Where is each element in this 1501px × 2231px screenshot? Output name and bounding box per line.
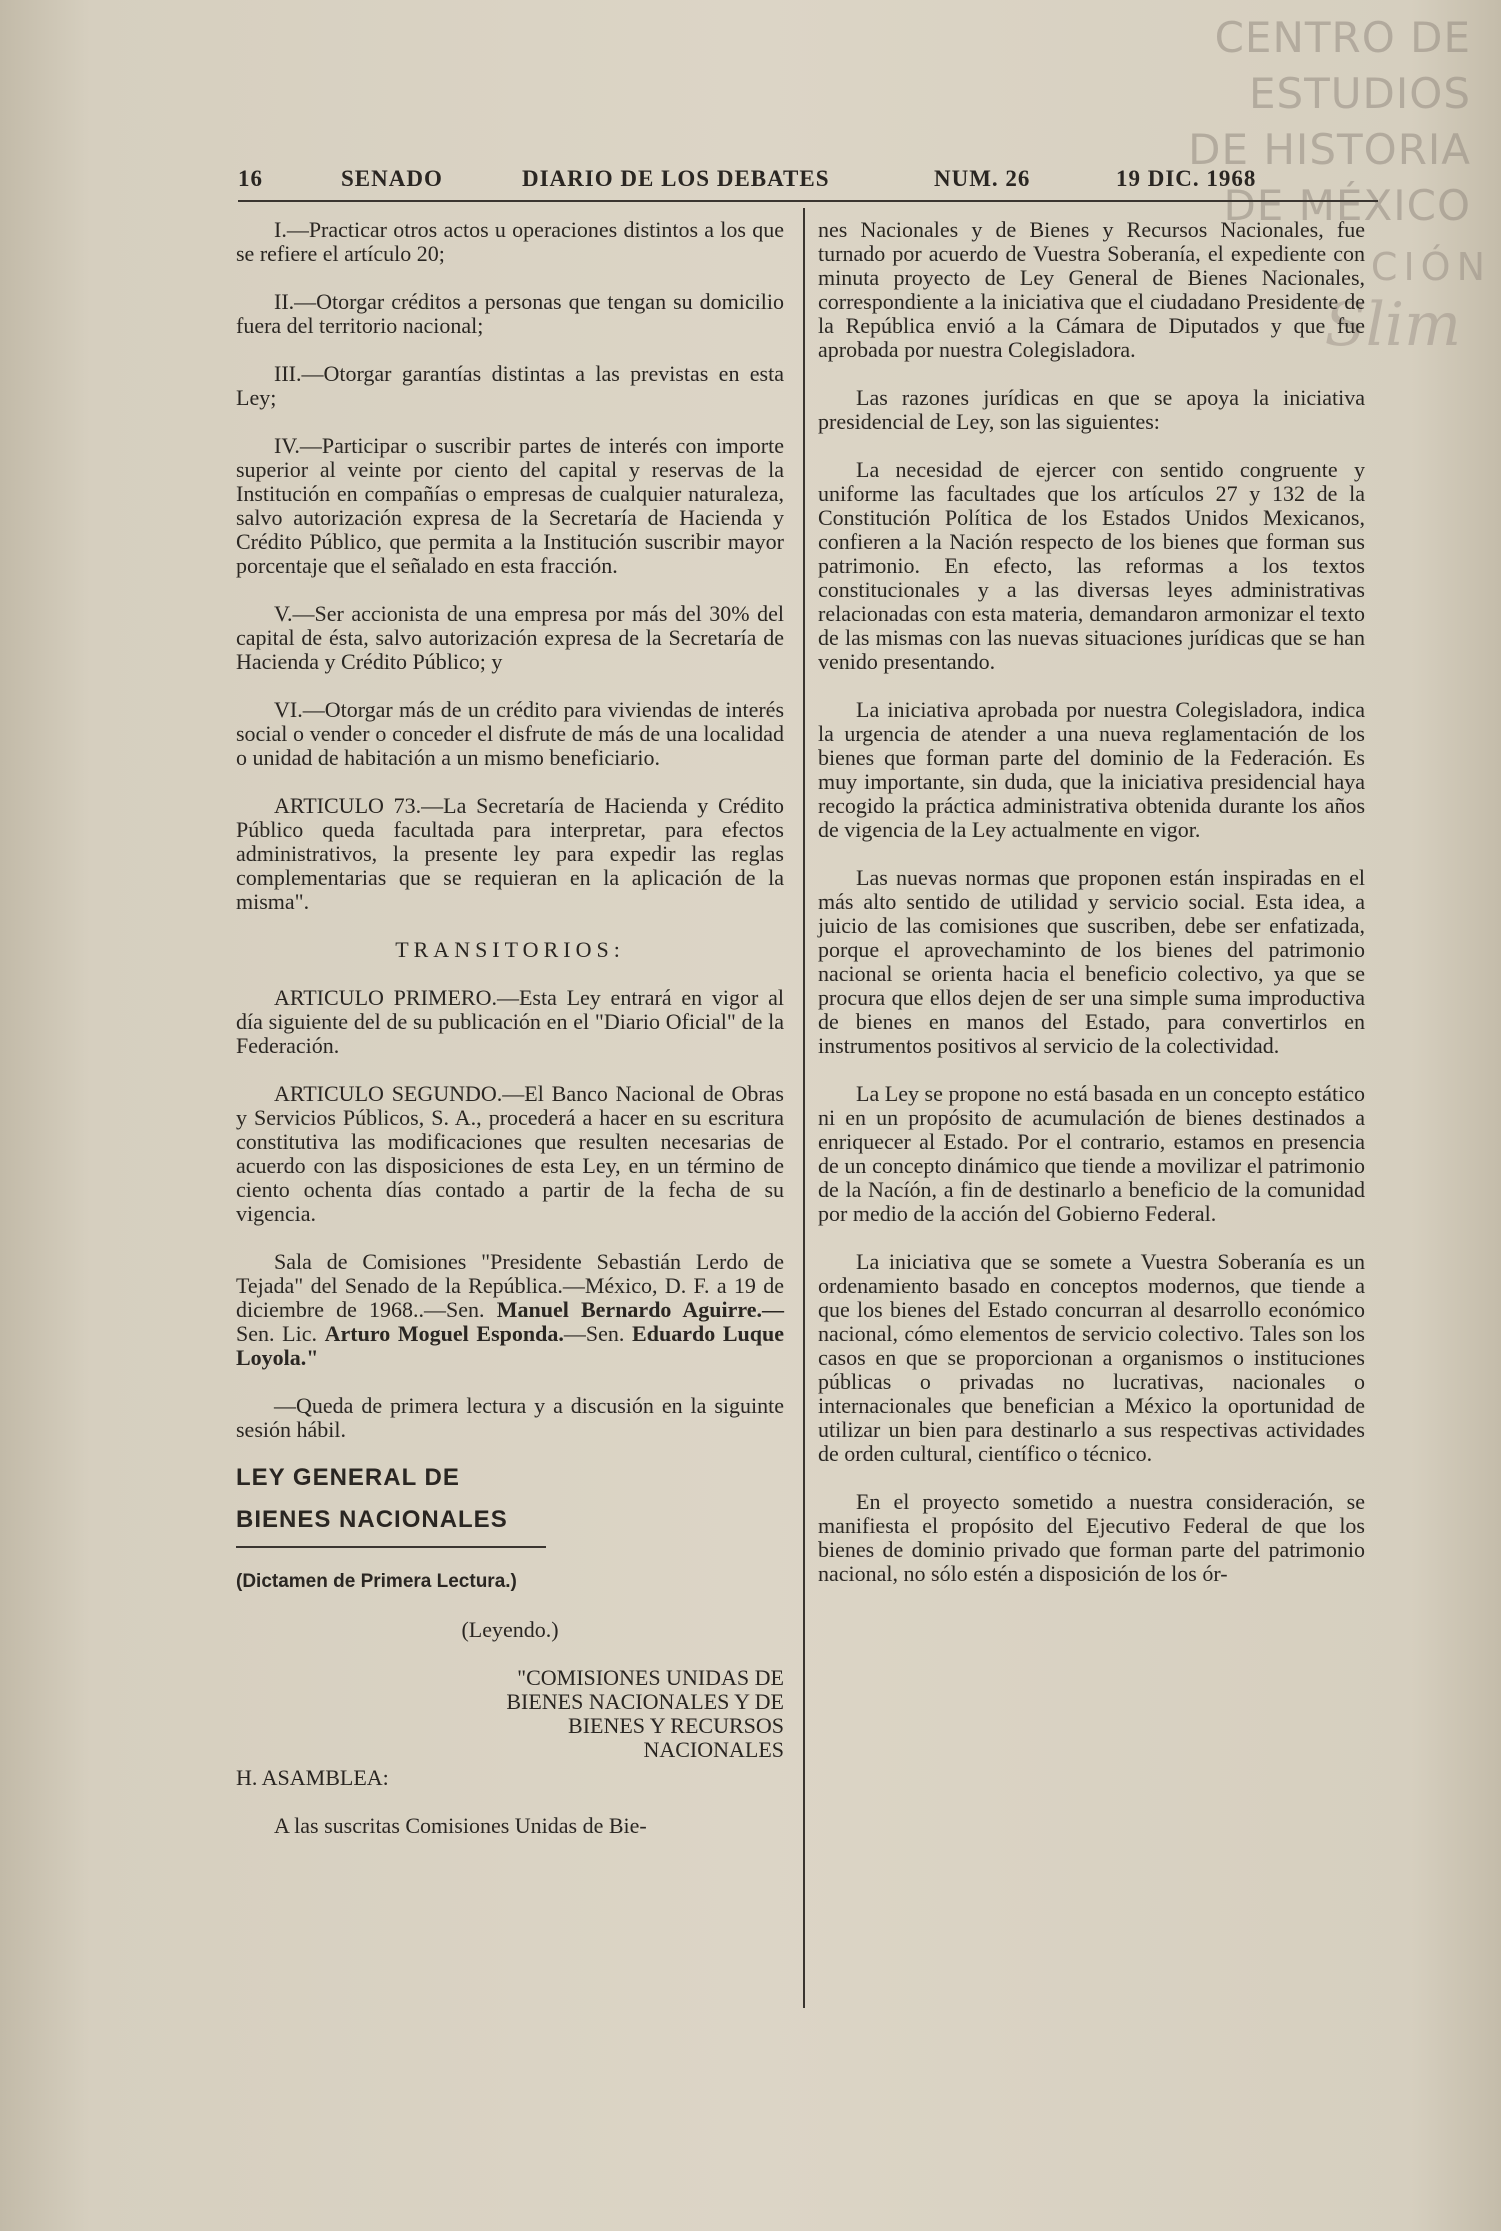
paragraph: ARTICULO PRIMERO.—Esta Ley entrará en vigor al día siguiente del de su publicación en el "Diario Oficial" de la Federación. [236,985,784,1058]
dictamen-label: (Dictamen de Primera Lectura.) [236,1571,517,1592]
signer-name: Eduardo Luque Loyola." [236,1321,784,1370]
paragraph: V.—Ser accionista de una empresa por más del 30% del capital de ésta, salvo autorización expresa de la Secretaría de Hacienda y Crédito Público; y [236,601,784,674]
issue-number: NUM. 26 [934,166,1031,191]
commission-line: NACIONALES [643,1737,784,1762]
header-rule [238,200,1378,202]
signer-name: Arturo Moguel Esponda. [324,1321,564,1346]
commission-heading [236,1666,784,1762]
publication-title: DIARIO DE LOS DEBATES [522,166,830,191]
section-rule [236,1546,546,1548]
watermark-signature: Slim [1324,290,1461,360]
chamber-name: SENADO [341,166,443,191]
paragraph: ARTICULO SEGUNDO.—El Banco Nacional de Obras y Servicios Públicos, S. A., procederá a hacer en su escritura constitutiva las modificaciones que resulten necesarias de acuerdo con las disposiciones de esta Ley, en un término de ciento ochenta días contado a partir de la fecha de su vigencia. [236,1081,784,1226]
section-title: LEY GENERAL DE [236,1464,460,1491]
paragraph: nes Nacionales y de Bienes y Recursos Nacionales, fue turnado por acuerdo de Vuestra Soberanía, el expediente con minuta proyecto de Ley General de Bienes Nacionales, correspondiente a la iniciativa que el ciudadano Presidente de la República envió a la Cámara de Diputados y que fue aprobada por nuestra Colegisladora. [818,217,1365,362]
issue-date: 19 DIC. 1968 [1116,166,1257,191]
paragraph: La Ley se propone no está basada en un concepto estático ni en un propósito de acumulación de bienes destinados a enriquecer al Estado. Por el contrario, estamos en presencia de un concepto dinámico que tiende a movilizar el patrimonio de la Nacíón, a fin de destinarlo a beneficio de la comunidad por medio de la acción del Gobierno Federal. [818,1081,1365,1226]
paragraph: A las suscritas Comisiones Unidas de Bie- [274,1813,647,1838]
left-column [236,218,784,1862]
watermark-line: ESTUDIOS [1248,69,1471,118]
paragraph: III.—Otorgar garantías distintas a las previstas en esta Ley; [236,361,784,410]
paragraph: IV.—Participar o suscribir partes de interés con importe superior al veinte por ciento del capital y reservas de la Institución en compañías o empresas de cualquier naturaleza, salvo autorización expresa de la Secretaría de Hacienda y Crédito Público, que permita a la Institución suscribir mayor porcentaje que el señalado en esta fracción. [236,433,784,578]
leyendo-label: (Leyendo.) [461,1617,559,1642]
watermark-side-text: CIÓN [1370,245,1491,289]
paragraph: La iniciativa aprobada por nuestra Colegisladora, indica la urgencia de atender a una nueva reglamentación de los bienes que forman parte del dominio de la Federación. Es muy importante, sin duda, que la iniciativa presidencial haya recogido la práctica administrativa obtenida durante los años de vigencia de la Ley actualmente en vigor. [818,697,1365,842]
paragraph: II.—Otorgar créditos a personas que tengan su domicilio fuera del territorio nacional; [236,289,784,338]
paragraph: ARTICULO 73.—La Secretaría de Hacienda y Crédito Público queda facultada para interpretar, para efectos administrativos, la presente ley para expedir las reglas complementarias que se requieran en la aplicación de la misma". [236,793,784,914]
commission-line: BIENES Y RECURSOS [568,1713,784,1738]
asamblea-label: H. ASAMBLEA: [236,1765,389,1790]
transitorios-heading: TRANSITORIOS: [395,937,625,962]
signature-block [236,1250,784,1370]
sign-prefix: Sen. Lic. [236,1321,325,1346]
paragraph: Las razones jurídicas en que se apoya la iniciativa presidencial de Ley, son las siguientes: [818,385,1365,434]
watermark-line: DE MÉXICO [1223,181,1471,230]
paragraph: En el proyecto sometido a nuestra consideración, se manifiesta el propósito del Ejecutivo Federal de que los bienes de dominio privado que forman parte del patrimonio nacional, no sólo estén a disposición de los ór- [818,1489,1365,1586]
paragraph: I.—Practicar otros actos u operaciones distintos a los que se refiere el artículo 20; [236,217,784,266]
section-title: BIENES NACIONALES [236,1506,508,1533]
column-divider [803,208,805,2008]
right-column [818,218,1365,1610]
sign-prefix: —Sen. [563,1321,633,1346]
sala-text: Sala de Comisiones "Presidente Sebastián Lerdo de Tejada" del Senado de la República.—México, D. F. a 19 de diciembre de 1968. [236,1249,784,1322]
page-header [238,160,1378,200]
paragraph: VI.—Otorgar más de un crédito para viviendas de interés social o vender o conceder el disfrute de más de una localidad o unidad de habitación a un mismo beneficiario. [236,697,784,770]
signer-name: Manuel Bernardo Aguirre.— [496,1297,785,1322]
paragraph: La iniciativa que se somete a Vuestra Soberanía es un ordenamiento basado en conceptos modernos, que tiende a que los bienes del Estado concurran al desarrollo económico nacional, cómo elementos de servicio colectivo. Tales son los casos en que se proporcionan a organismos o instituciones públicas o privadas no lucrativas, nacionales o internacionales que benefician a México la oportunidad de utilizar un bien para destinarlo a sus respectivas actividades de orden cultural, científico o técnico. [818,1249,1365,1466]
commission-line: "COMISIONES UNIDAS DE [517,1665,784,1690]
watermark-line: DE HISTORIA [1188,125,1471,174]
paragraph: Las nuevas normas que proponen están inspiradas en el más alto sentido de utilidad y servicio social. Esta idea, a juicio de las comisiones que suscriben, debe ser enfatizada, porque el aprovechaminto de los bienes del patrimonio nacional se orienta hacia el beneficio colectivo, ya que se procura que ellos dejen de ser una simple suma improductiva de bienes en manos del Estado, para convertirlos en instrumentos positivos al servicio de la colectividad. [818,865,1365,1058]
paragraph: La necesidad de ejercer con sentido congruente y uniforme las facultades que los artículos 27 y 132 de la Constitución Política de los Estados Unidos Mexicanos, confieren a la Nación respecto de los bienes que forman sus patrimonio. En efecto, las reformas a los textos constitucionales y a las diversas leyes administrativas relacionadas con esta materia, demandaron armonizar el texto de las mismas con las nuevas situaciones jurídicas que se han venido presentando. [818,457,1365,674]
watermark-line: CENTRO DE [1214,13,1471,62]
paragraph: —Queda de primera lectura y a discusión en la siguinte sesión hábil. [236,1393,784,1442]
sign-prefix: .—Sen. [418,1297,497,1322]
commission-line: BIENES NACIONALES Y DE [506,1689,784,1714]
page-number: 16 [238,166,263,191]
